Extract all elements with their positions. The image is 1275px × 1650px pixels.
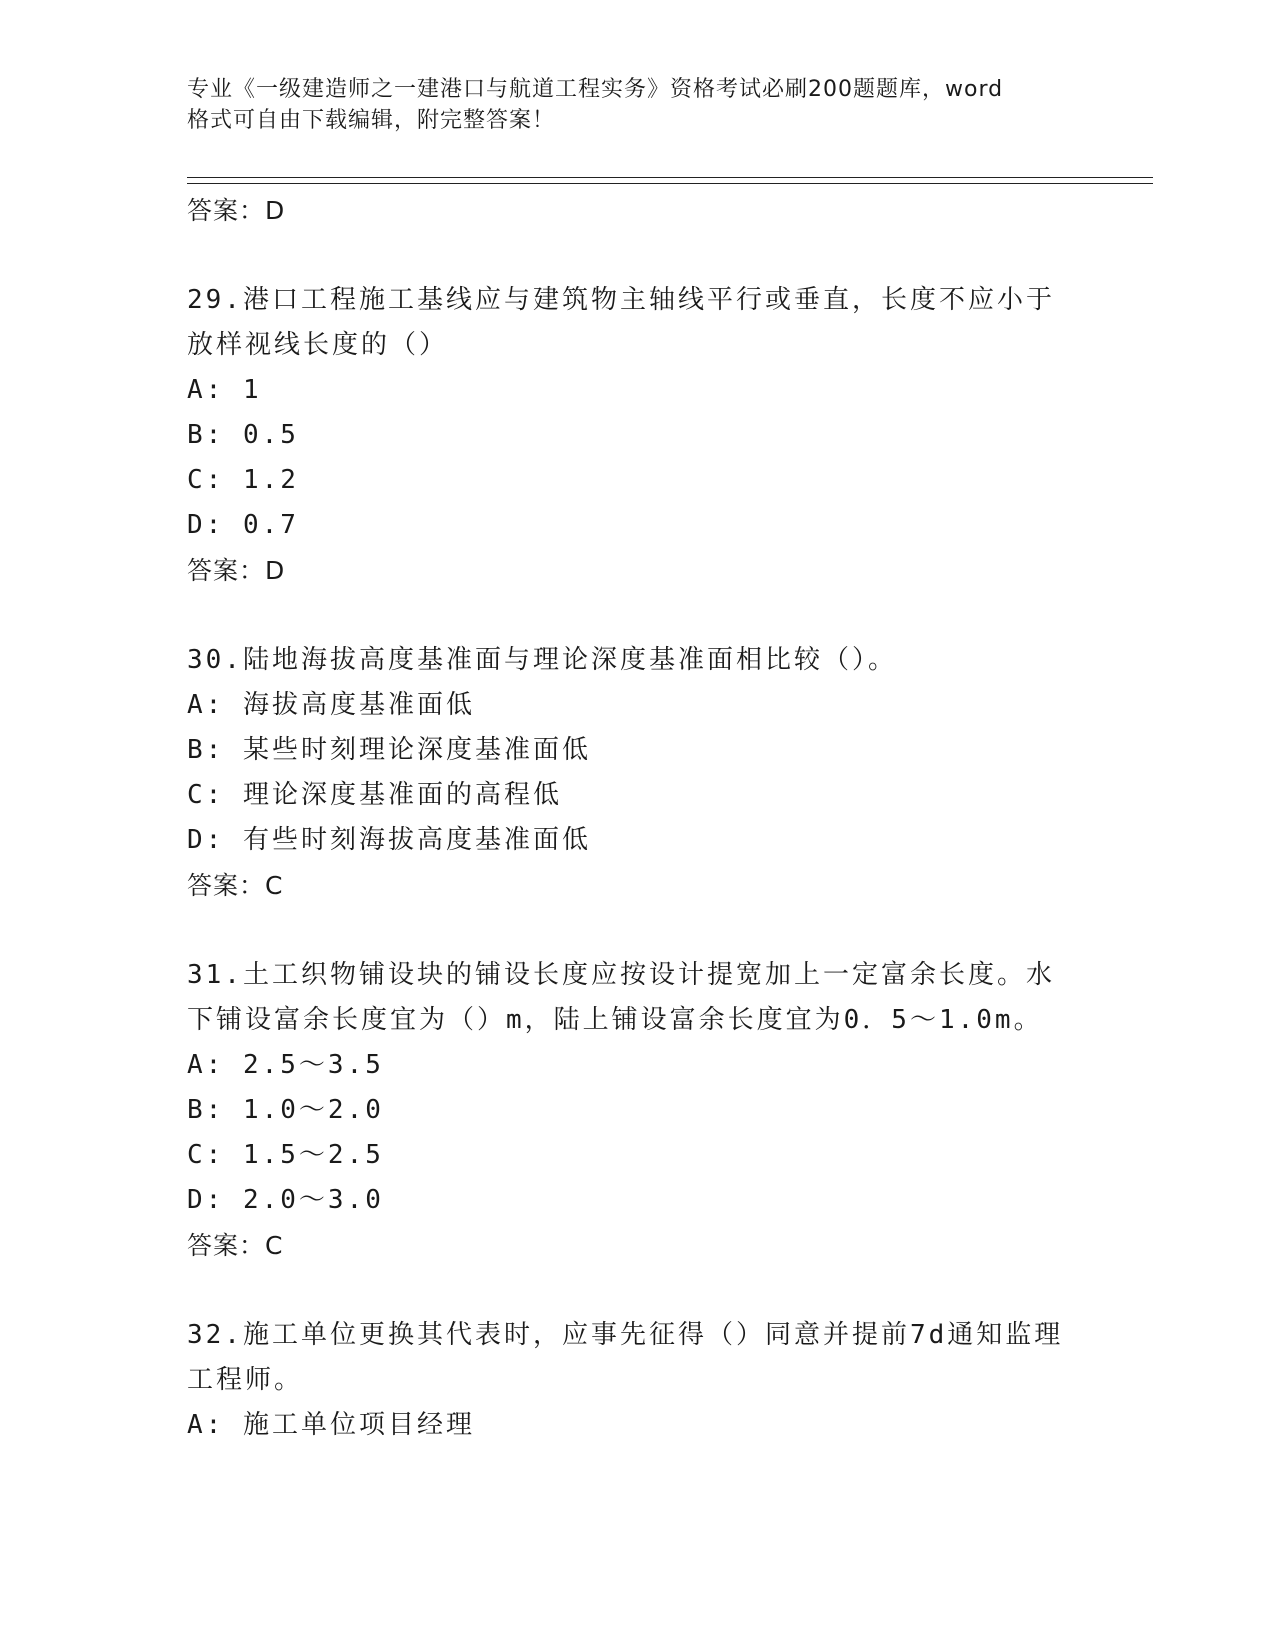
option-b: B: 0.5 [187, 420, 299, 450]
spacer [187, 1268, 1087, 1313]
question-list [187, 188, 1087, 1448]
header-line-2: 格式可自由下载编辑，附完整答案！ [187, 108, 556, 133]
answer-line: 答案：D [187, 196, 286, 225]
document-header [187, 74, 1067, 136]
option-b: B: 1.0～2.0 [187, 1095, 384, 1125]
answer-line: 答案：C [187, 1231, 284, 1260]
option-d: D: 有些时刻海拔高度基准面低 [187, 825, 591, 855]
header-divider-top [187, 177, 1153, 178]
question-text: 32.施工单位更换其代表时，应事先征得（）同意并提前7d通知监理工程师。 [187, 1320, 1064, 1395]
question-item [187, 1313, 1087, 1448]
header-divider-bottom [187, 183, 1153, 184]
option-d: D: 2.0～3.0 [187, 1185, 384, 1215]
option-b: B: 某些时刻理论深度基准面低 [187, 735, 591, 765]
option-c: C: 1.2 [187, 465, 299, 495]
question-item [187, 953, 1087, 1268]
spacer [187, 233, 1087, 278]
option-a: A: 1 [187, 375, 262, 405]
question-text: 29.港口工程施工基线应与建筑物主轴线平行或垂直，长度不应小于放样视线长度的（） [187, 285, 1055, 360]
answer-line: 答案：D [187, 556, 286, 585]
option-a: A: 施工单位项目经理 [187, 1410, 475, 1440]
header-line-1: 专业《一级建造师之一建港口与航道工程实务》资格考试必刷200题题库，word [187, 77, 1004, 102]
option-d: D: 0.7 [187, 510, 299, 540]
option-a: A: 海拔高度基准面低 [187, 690, 475, 720]
option-a: A: 2.5～3.5 [187, 1050, 384, 1080]
spacer [187, 908, 1087, 953]
option-c: C: 1.5～2.5 [187, 1140, 384, 1170]
question-text: 30.陆地海拔高度基准面与理论深度基准面相比较（）。 [187, 645, 897, 675]
answer-line: 答案：C [187, 871, 284, 900]
question-item [187, 638, 1087, 908]
spacer [187, 593, 1087, 638]
question-text: 31.土工织物铺设块的铺设长度应按设计提宽加上一定富余长度。水下铺设富余长度宜为（）m，陆上铺设富余长度宜为0．5～1.0m。 [187, 960, 1055, 1035]
option-c: C: 理论深度基准面的高程低 [187, 780, 562, 810]
question-item [187, 278, 1087, 593]
